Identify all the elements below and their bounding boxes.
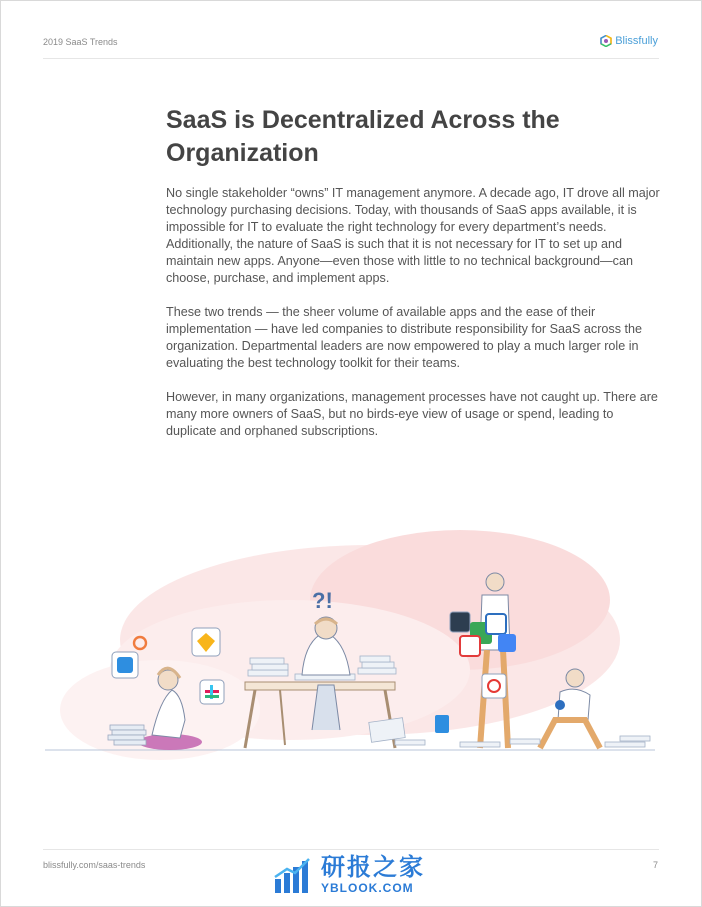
brand-logo: [600, 35, 658, 47]
watermark: [273, 855, 425, 895]
watermark-english: YBLOOK.COM: [321, 881, 414, 895]
intercom-icon: [112, 652, 138, 678]
header-doc-title: 2019 SaaS Trends: [43, 37, 118, 47]
target-icon: [482, 674, 506, 698]
sketch-icon: [192, 628, 220, 656]
body-text: [166, 185, 661, 457]
page-number: 7: [652, 860, 658, 870]
slack-icon: [200, 680, 224, 704]
footer-url: blissfully.com/saas-trends: [43, 860, 146, 870]
blissfully-logo-icon: [600, 35, 612, 47]
brand-name: Blissfully: [615, 35, 658, 47]
watermark-chinese: 研报之家: [321, 854, 425, 881]
saas-illustration: [40, 520, 664, 790]
page-title: SaaS is Decentralized Across the Organization: [166, 106, 560, 167]
paragraph-3: However, in many organizations, management processes have not caught up. There are many more owners of SaaS, but no birds-eye view of usage or spend, leading to duplicate and orphaned subscriptions.: [166, 390, 658, 438]
header-divider: [43, 58, 659, 59]
paragraph-2: These two trends — the sheer volume of available apps and the ease of their implementation — have led companies to distribute responsibility for SaaS across the organization. Departmental leaders are now empowered to play a much larger role in evaluating the best technology toolkit for their teams.: [166, 305, 643, 370]
book-stack-left: [108, 725, 146, 745]
bar-chart-logo-icon: [273, 857, 313, 893]
dropped-app-icon: [435, 715, 449, 733]
paragraph-1: No single stakeholder “owns” IT management anymore. A decade ago, IT drove all major technology purchasing decisions. Today, with thousands of SaaS apps available, it is impossible for IT to evaluate the right technology for every department’s needs. Additionally, the nature of SaaS is such that it is not necessary for IT to set up and maintain new apps. Anyone—even those with little to no technical background—can choose, purchase, and implement apps.: [166, 186, 660, 285]
confusion-marks: ?!: [312, 588, 333, 613]
footer-divider: [43, 849, 659, 850]
